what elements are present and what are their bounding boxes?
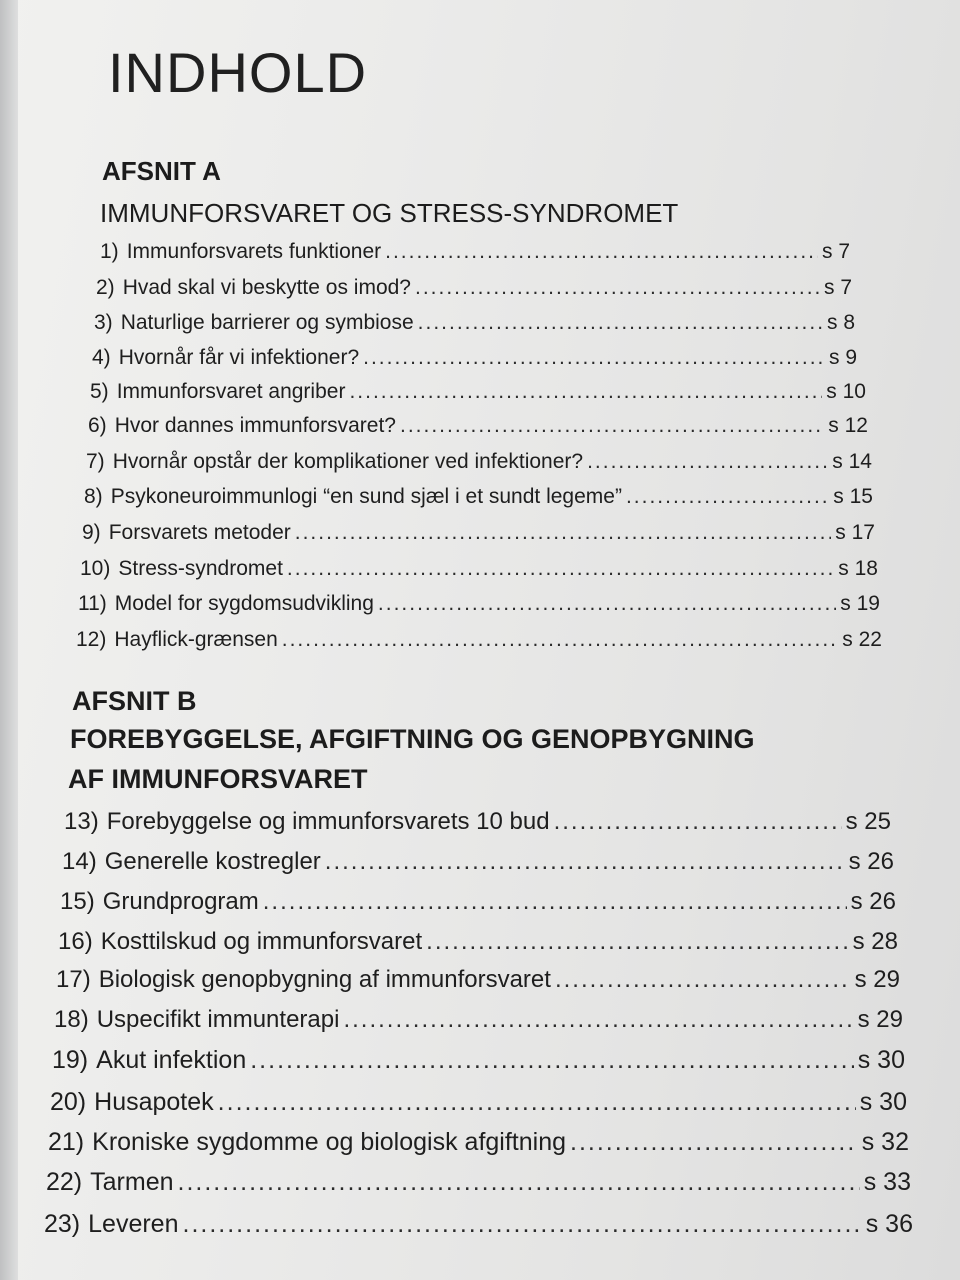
toc-entry <box>100 240 850 264</box>
toc-entry-number: 5) <box>90 380 109 403</box>
toc-entry <box>76 628 882 652</box>
toc-entry <box>88 414 868 438</box>
section-a-heading: AFSNIT A <box>102 156 221 186</box>
toc-entry-page: s 7 <box>821 240 850 263</box>
toc-entry-number: 3) <box>94 311 113 334</box>
toc-entry-title: Generelle kostregler <box>104 848 321 875</box>
toc-entry <box>80 557 878 581</box>
toc-entry-page: s 29 <box>857 1006 903 1033</box>
dot-leader <box>218 1088 856 1117</box>
toc-entry-number: 6) <box>88 414 107 437</box>
toc-entry-page: s 7 <box>823 276 852 299</box>
toc-entry <box>60 888 896 916</box>
toc-entry <box>84 485 873 509</box>
toc-entry-number: 23) <box>44 1210 81 1238</box>
toc-entry-title: Stress-syndromet <box>118 557 283 580</box>
toc-entry-number: 14) <box>62 848 97 875</box>
toc-entry-title: Immunforsvaret angriber <box>116 380 346 403</box>
toc-entry-title: Akut infektion <box>96 1046 247 1074</box>
dot-leader <box>343 1006 853 1034</box>
dot-leader <box>325 848 845 876</box>
dot-leader <box>587 450 828 474</box>
toc-entry-page: s 33 <box>863 1168 911 1196</box>
dot-leader <box>570 1128 858 1157</box>
toc-entry <box>78 592 880 616</box>
toc-entry-title: Kroniske sygdomme og biologisk afgiftning <box>92 1128 567 1156</box>
dot-leader <box>626 485 829 509</box>
toc-entry-number: 7) <box>86 450 105 473</box>
dot-leader <box>426 928 848 956</box>
toc-entry-number: 12) <box>76 628 107 651</box>
toc-entry-page: s 14 <box>832 450 872 473</box>
toc-entry <box>48 1128 909 1157</box>
toc-entry-title: Grundprogram <box>102 888 259 915</box>
toc-entry <box>52 1046 905 1075</box>
toc-entry <box>54 1006 903 1034</box>
toc-entry-title: Uspecifikt immunterapi <box>96 1006 340 1033</box>
toc-entry-number: 8) <box>84 485 103 508</box>
dot-leader <box>400 414 824 438</box>
dot-leader <box>295 521 832 545</box>
toc-entry-page: s 28 <box>852 928 898 955</box>
toc-entry-number: 18) <box>54 1006 89 1033</box>
dot-leader <box>183 1210 862 1239</box>
toc-entry-number: 9) <box>82 521 101 544</box>
toc-entry-title: Hvornår opstår der komplikationer ved infektioner? <box>112 450 584 473</box>
toc-entry-number: 13) <box>64 808 99 835</box>
toc-entry <box>94 311 855 335</box>
toc-entry-title: Model for sygdomsudvikling <box>114 592 374 615</box>
toc-entry-title: Hvor dannes immunforsvaret? <box>114 414 396 437</box>
toc-entry <box>46 1168 911 1197</box>
toc-entry-number: 1) <box>100 240 119 263</box>
toc-entry-page: s 29 <box>854 966 900 993</box>
toc-entry <box>56 966 900 994</box>
toc-entry-number: 2) <box>96 276 115 299</box>
toc-entry-page: s 30 <box>857 1046 905 1074</box>
dot-leader <box>555 966 851 994</box>
dot-leader <box>378 592 836 616</box>
section-b-subheading-line2: AF IMMUNFORSVARET <box>68 764 368 794</box>
dot-leader <box>415 276 820 300</box>
dot-leader <box>349 380 822 404</box>
toc-entry-page: s 12 <box>828 414 868 437</box>
toc-entry-number: 21) <box>48 1128 85 1156</box>
toc-entry-number: 4) <box>92 346 111 369</box>
page-spine-shadow <box>0 0 18 1280</box>
toc-entry-page: s 26 <box>850 888 896 915</box>
toc-entry <box>58 928 898 956</box>
dot-leader <box>263 888 847 916</box>
toc-entry <box>92 346 857 370</box>
toc-entry-title: Forsvarets metoder <box>108 521 291 544</box>
toc-entry-title: Naturlige barrierer og symbiose <box>120 311 414 334</box>
toc-entry-page: s 9 <box>828 346 857 369</box>
toc-entry-page: s 15 <box>833 485 873 508</box>
dot-leader <box>363 346 825 370</box>
toc-entry-title: Kosttilskud og immunforsvaret <box>100 928 423 955</box>
toc-entry-number: 20) <box>50 1088 87 1116</box>
toc-entry-title: Hayflick-grænsen <box>114 628 278 651</box>
toc-entry-page: s 10 <box>826 380 866 403</box>
toc-entry-page: s 25 <box>845 808 891 835</box>
dot-leader <box>282 628 839 652</box>
toc-entry-title: Psykoneuroimmunlogi “en sund sjæl i et sundt legeme” <box>110 485 622 508</box>
toc-entry-page: s 22 <box>842 628 882 651</box>
toc-entry-page: s 8 <box>826 311 855 334</box>
toc-entry-page: s 26 <box>848 848 894 875</box>
toc-entry-page: s 32 <box>861 1128 909 1156</box>
toc-entry-number: 22) <box>46 1168 83 1196</box>
dot-leader <box>287 557 834 581</box>
section-b-subheading-line1: FOREBYGGELSE, AFGIFTNING OG GENOPBYGNING <box>70 724 755 754</box>
toc-entry-title: Hvornår får vi infektioner? <box>118 346 360 369</box>
toc-entry <box>82 521 875 545</box>
dot-leader <box>554 808 842 836</box>
page-title: INDHOLD <box>108 41 368 104</box>
toc-entry-number: 10) <box>80 557 111 580</box>
toc-entry-page: s 18 <box>838 557 878 580</box>
toc-entry-title: Tarmen <box>90 1168 174 1196</box>
toc-entry-title: Hvad skal vi beskytte os imod? <box>122 276 411 299</box>
toc-entry-number: 15) <box>60 888 95 915</box>
toc-entry <box>44 1210 913 1239</box>
section-b-heading: AFSNIT B <box>72 686 197 716</box>
dot-leader <box>250 1046 854 1075</box>
toc-entry-number: 11) <box>78 592 107 615</box>
toc-entry-page: s 19 <box>840 592 880 615</box>
toc-entry-title: Husapotek <box>94 1088 214 1116</box>
dot-leader <box>418 311 823 335</box>
toc-entry-number: 16) <box>58 928 93 955</box>
toc-entry-page: s 17 <box>835 521 875 544</box>
dot-leader <box>385 240 818 264</box>
toc-entry-title: Leveren <box>88 1210 179 1238</box>
toc-entry <box>86 450 872 474</box>
toc-entry-title: Immunforsvarets funktioner <box>126 240 382 263</box>
toc-entry <box>64 808 891 836</box>
toc-entry-title: Forebyggelse og immunforsvarets 10 bud <box>106 808 550 835</box>
toc-entry <box>50 1088 907 1117</box>
section-a-subheading: IMMUNFORSVARET OG STRESS-SYNDROMET <box>100 198 679 228</box>
toc-entry <box>62 848 894 876</box>
toc-entry-page: s 36 <box>865 1210 913 1238</box>
toc-entry-number: 17) <box>56 966 91 993</box>
toc-entry <box>96 276 852 300</box>
toc-entry-number: 19) <box>52 1046 89 1074</box>
toc-entry-title: Biologisk genopbygning af immunforsvaret <box>98 966 551 993</box>
toc-entry <box>90 380 866 404</box>
toc-entry-page: s 30 <box>859 1088 907 1116</box>
dot-leader <box>178 1168 860 1197</box>
